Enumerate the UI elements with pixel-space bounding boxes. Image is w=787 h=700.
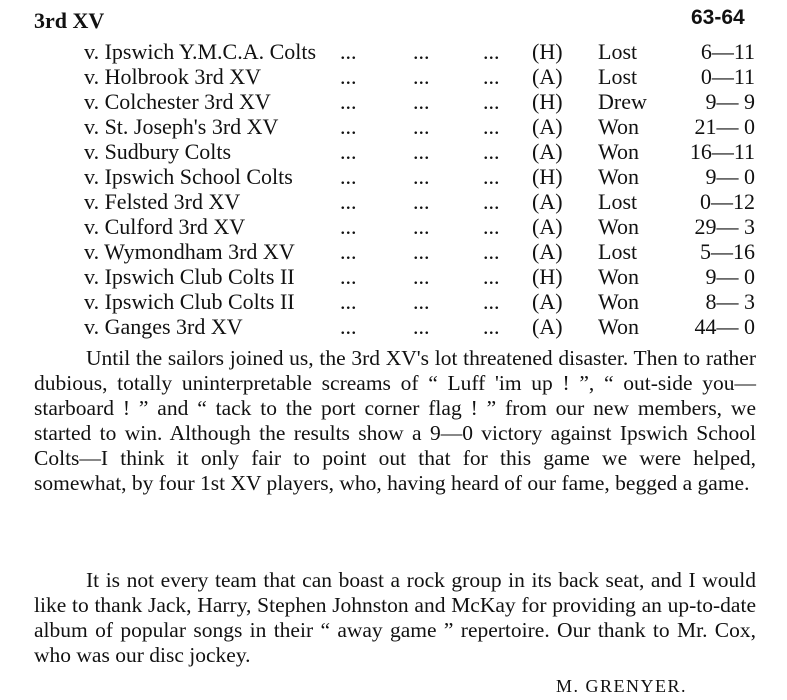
leader-dots: ... xyxy=(340,214,357,239)
fixture-row xyxy=(0,89,787,114)
fixtures-list xyxy=(0,39,787,339)
fixture-venue: (H) xyxy=(532,264,563,289)
leader-dots: ... xyxy=(413,214,430,239)
fixture-opponent: v. Ganges 3rd XV xyxy=(84,314,243,339)
fixture-score: 16—11 xyxy=(689,139,755,164)
fixture-result: Won xyxy=(598,114,640,139)
fixture-row xyxy=(0,189,787,214)
leader-dots: ... xyxy=(483,264,500,289)
leader-dots: ... xyxy=(483,314,500,339)
fixture-opponent: v. Wymondham 3rd XV xyxy=(84,239,295,264)
leader-dots: ... xyxy=(483,214,500,239)
leader-dots: ... xyxy=(340,164,357,189)
leader-dots: ... xyxy=(413,189,430,214)
leader-dots: ... xyxy=(483,189,500,214)
fixture-score: 21— 0 xyxy=(694,114,755,139)
fixture-opponent: v. Holbrook 3rd XV xyxy=(84,64,261,89)
fixture-score: 0—12 xyxy=(700,189,755,214)
fixture-venue: (A) xyxy=(532,114,563,139)
fixture-venue: (H) xyxy=(532,89,563,114)
fixture-venue: (H) xyxy=(532,39,563,64)
fixture-score: 9— 9 xyxy=(705,89,755,114)
leader-dots: ... xyxy=(483,289,500,314)
leader-dots: ... xyxy=(483,114,500,139)
fixture-result: Drew xyxy=(598,89,647,114)
leader-dots: ... xyxy=(483,239,500,264)
leader-dots: ... xyxy=(413,39,430,64)
fixture-venue: (A) xyxy=(532,64,563,89)
leader-dots: ... xyxy=(483,39,500,64)
fixture-row xyxy=(0,114,787,139)
report-paragraph: Until the sailors joined us, the 3rd XV's lot threatened disaster. Then to rather dubious, totally uninterpretable screams of “ Luff 'im up ! ”, “ out-side you—starboard ! ” and “ tack to the port corner flag ! ” from our new members, we started to win. Although the results show a 9—0 victory against Ipswich School Colts—I think it only fair to point out that for this game we were helped, somewhat, by four 1st XV players, who, having heard of our fame, begged a game. xyxy=(34,346,756,495)
fixture-score: 6—11 xyxy=(700,39,755,64)
leader-dots: ... xyxy=(340,289,357,314)
leader-dots: ... xyxy=(413,89,430,114)
leader-dots: ... xyxy=(340,264,357,289)
fixture-row xyxy=(0,214,787,239)
leader-dots: ... xyxy=(340,89,357,114)
leader-dots: ... xyxy=(340,39,357,64)
fixture-result: Won xyxy=(598,139,640,164)
fixture-opponent: v. Felsted 3rd XV xyxy=(84,189,241,214)
fixture-row xyxy=(0,64,787,89)
leader-dots: ... xyxy=(413,264,430,289)
leader-dots: ... xyxy=(340,64,357,89)
fixture-result: Won xyxy=(598,264,640,289)
leader-dots: ... xyxy=(413,64,430,89)
fixture-venue: (A) xyxy=(532,139,563,164)
fixture-score: 9— 0 xyxy=(705,164,755,189)
fixture-venue: (A) xyxy=(532,289,563,314)
fixture-opponent: v. St. Joseph's 3rd XV xyxy=(84,114,279,139)
fixture-result: Won xyxy=(598,289,640,314)
fixture-score: 5—16 xyxy=(700,239,755,264)
fixture-venue: (A) xyxy=(532,314,563,339)
fixture-row xyxy=(0,39,787,64)
fixture-score: 0—11 xyxy=(700,64,755,89)
report-paragraph: It is not every team that can boast a rock group in its back seat, and I would like to thank Jack, Harry, Stephen Johnston and McKay for providing an up-to-date album of popular songs in their “ away game ” repertoire. Our thank to Mr. Cox, who was our disc jockey. xyxy=(34,568,756,667)
signature: M. GRENYER. xyxy=(556,676,688,696)
fixture-score: 9— 0 xyxy=(705,264,755,289)
leader-dots: ... xyxy=(413,314,430,339)
leader-dots: ... xyxy=(483,89,500,114)
leader-dots: ... xyxy=(340,139,357,164)
fixture-opponent: v. Ipswich School Colts xyxy=(84,164,293,189)
fixture-result: Won xyxy=(598,164,640,189)
leader-dots: ... xyxy=(413,164,430,189)
fixture-score: 44— 0 xyxy=(694,314,755,339)
fixture-opponent: v. Colchester 3rd XV xyxy=(84,89,271,114)
fixture-score: 8— 3 xyxy=(705,289,755,314)
fixture-row xyxy=(0,139,787,164)
fixture-row xyxy=(0,314,787,339)
fixture-venue: (H) xyxy=(532,164,563,189)
leader-dots: ... xyxy=(483,164,500,189)
leader-dots: ... xyxy=(340,114,357,139)
fixture-row xyxy=(0,164,787,189)
leader-dots: ... xyxy=(483,139,500,164)
fixture-row xyxy=(0,239,787,264)
fixture-row xyxy=(0,264,787,289)
fixture-opponent: v. Ipswich Club Colts II xyxy=(84,289,295,314)
fixture-venue: (A) xyxy=(532,239,563,264)
fixture-result: Lost xyxy=(598,39,638,64)
section-heading: 3rd XV xyxy=(34,8,105,33)
fixture-score: 29— 3 xyxy=(694,214,755,239)
fixture-result: Lost xyxy=(598,64,638,89)
leader-dots: ... xyxy=(413,289,430,314)
leader-dots: ... xyxy=(340,189,357,214)
fixture-opponent: v. Ipswich Club Colts II xyxy=(84,264,295,289)
leader-dots: ... xyxy=(413,239,430,264)
fixture-opponent: v. Ipswich Y.M.C.A. Colts xyxy=(84,39,317,64)
fixture-result: Lost xyxy=(598,239,638,264)
leader-dots: ... xyxy=(413,139,430,164)
fixture-venue: (A) xyxy=(532,214,563,239)
fixture-result: Won xyxy=(598,314,640,339)
leader-dots: ... xyxy=(340,239,357,264)
fixture-row xyxy=(0,289,787,314)
leader-dots: ... xyxy=(413,114,430,139)
fixture-result: Won xyxy=(598,214,640,239)
season-label: 63-64 xyxy=(691,6,745,29)
fixture-opponent: v. Sudbury Colts xyxy=(84,139,232,164)
fixture-result: Lost xyxy=(598,189,638,214)
fixture-opponent: v. Culford 3rd XV xyxy=(84,214,246,239)
fixture-venue: (A) xyxy=(532,189,563,214)
leader-dots: ... xyxy=(483,64,500,89)
leader-dots: ... xyxy=(340,314,357,339)
